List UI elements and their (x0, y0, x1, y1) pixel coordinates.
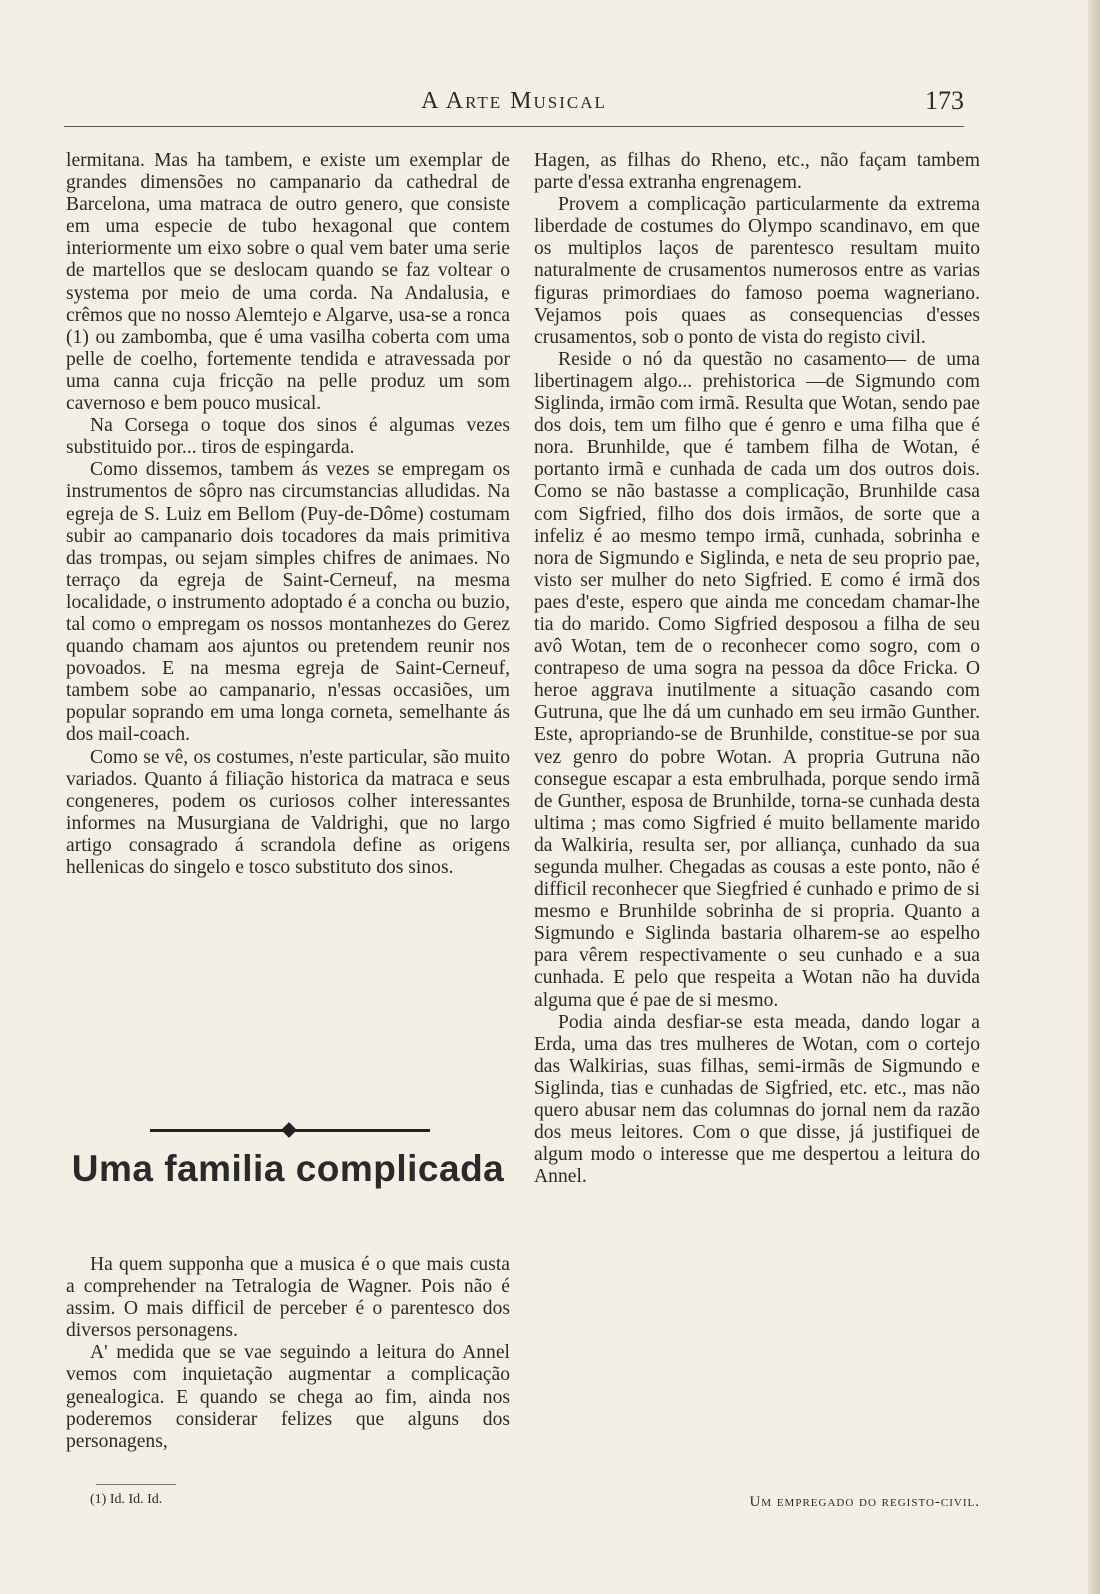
page-number: 173 (925, 86, 964, 115)
article-body (66, 1254, 510, 1453)
paragraph: Provem a complicação particularmente da extrema liberdade de costumes do Olympo scandinavo, em que os multiplos laços de parentesco resultam muito naturalmente de crusamentos numerosos entre as varias figuras primordiaes do famoso poema wagneriano. Vejamos pois quaes as consequencias d'esses crusamentos, sob o ponto de vista do registo civil. (534, 194, 980, 348)
footnote-rule (96, 1484, 176, 1485)
ornament-icon (281, 1122, 297, 1138)
journal-title: A Arte Musical (421, 88, 607, 114)
paragraph: Podia ainda desfiar-se esta meada, dando logar a Erda, uma das tres mulheres de Wotan, com o cortejo das Walkirias, suas filhas, semi-irmãs de Sigmundo e Siglinda, tias e cunhadas de Sigfried, etc. etc., mas não quero abusar nem das columnas do jornal nem da razão dos meus leitores. Com o que disse, já justifiquei de algum modo o interesse que me despertou a leitura do Annel. (534, 1011, 980, 1188)
left-column (66, 150, 510, 879)
page-header (64, 82, 964, 127)
paragraph: Reside o nó da questão no casamento— de uma libertinagem algo... prehistorica —de Sigmundo com Siglinda, irmão com irmã. Resulta que Wotan, sendo pae dos dois, tem um filho que é genro e uma filha que é nora. Brunhilde, que é tambem filha de Wotan, é portanto irmã e cunhada de cada um dos outros dois. Como se não bastasse a complicação, Brunhilde casa com Sigfried, filho dos dois irmãos, de sorte que a infeliz é ao mesmo tempo irmã, cunhada, sobrinha e nora de Sigmundo e Siglinda, e neta de seu proprio pae, visto ser mulher do neto Sigfried. E como é irmã dos paes d'este, espero que ainda me concedam chamar-lhe tia do marido. Como Sigfried desposou a filha de seu avô Wotan, tem de o reconhecer como sogro, com o contrapeso de uma sogra na pessoa da dôce Fricka. O heroe aggrava inutilmente a situação casando com Gutruna, que lhe dá um cunhado em seu irmão Gunther. Este, apropriando-se de Brunhilde, constitue-se por sua vez genro do pobre Wotan. A propria Gutruna não consegue escapar a esta embrulhada, porque sendo irmã de Gunther, esposa de Brunhilde, torna-se cunhada desta ultima ; mas como Sigfried é muito bellamente marido da Walkiria, resulta ser, por alliança, cunhado da sua segunda mulher. Chegadas as cousas a este ponto, não é difficil reconhecer que Siegfried é cunhado e primo de si mesmo e Brunhilde sobrinha de si propria. Quanto a Sigmundo e Siglinda bastaria olharem-se ao espelho para vêrem respectivamente o seu cunhado e a sua cunhada. E pelo que respeita a Wotan não ha duvida alguma que é pae de si mesmo. (534, 348, 980, 1011)
paragraph: Como se vê, os costumes, n'este particular, são muito variados. Quanto á filiação historica da matraca e seus congeneres, podem os curiosos colher interessantes informes na Musurgiana de Valdrighi, que no largo artigo consagrado á scrandola define as origens hellenicas do singelo e tosco substituto dos sinos. (66, 746, 510, 878)
footnote: (1) Id. Id. Id. (90, 1492, 163, 1507)
right-column (534, 150, 980, 1188)
signature: Um empregado do registo-civil. (749, 1494, 980, 1510)
section-divider (150, 1123, 430, 1137)
paragraph: Hagen, as filhas do Rheno, etc., não façam tambem parte d'essa extranha engrenagem. (534, 150, 980, 194)
paragraph: Na Corsega o toque dos sinos é algumas vezes substituido por... tiros de espingarda. (66, 415, 510, 459)
article-title: Uma familia complicada (71, 1148, 505, 1189)
paragraph: Como dissemos, tambem ás vezes se empregam os instrumentos de sôpro nas circumstancias alludidas. Na egreja de S. Luiz em Bellom (Puy-de-Dôme) costumam subir ao campanario dois tocadores da mais primitiva das trompas, ou sejam simples chifres de animaes. No terraço da egreja de Saint-Cerneuf, na mesma localidade, o instrumento adoptado é a concha ou buzio, tal como o empregam os nossos montanhezes do Gerez quando chamam aos ajuntos ou pretendem reunir nos povoados. E na mesma egreja de Saint-Cerneuf, tambem sobe ao campanario, n'essas occasiões, um popular soprando em uma longa corneta, semelhante ás dos mail-coach. (66, 459, 510, 746)
page-edge (1088, 0, 1100, 1594)
paragraph: lermitana. Mas ha tambem, e existe um exemplar de grandes dimensões no campanario da cathedral de Barcelona, uma matraca de outro genero, que consiste em uma especie de tubo hexagonal que contem interiormente um eixo sobre o qual vem bater uma serie de martellos que se deslocam quando se faz voltear o systema por meio de uma corda. Na Andalusia, e crêmos que no nosso Alemtejo e Algarve, usa-se a ronca (1) ou zambomba, que é uma vasilha coberta com uma pelle de coelho, fortemente tendida e atravessada por uma canna cuja fricção na pelle produz um som cavernoso e bem pouco musical. (66, 150, 510, 415)
paragraph: A' medida que se vae seguindo a leitura do Annel vemos com inquietação augmentar a complicação genealogica. E quando se chega ao fim, ainda nos poderemos considerar felizes que alguns dos personagens, (66, 1342, 510, 1452)
paragraph: Ha quem supponha que a musica é o que mais custa a comprehender na Tetralogia de Wagner. Pois não é assim. O mais difficil de perceber é o parentesco dos diversos personagens. (66, 1254, 510, 1342)
